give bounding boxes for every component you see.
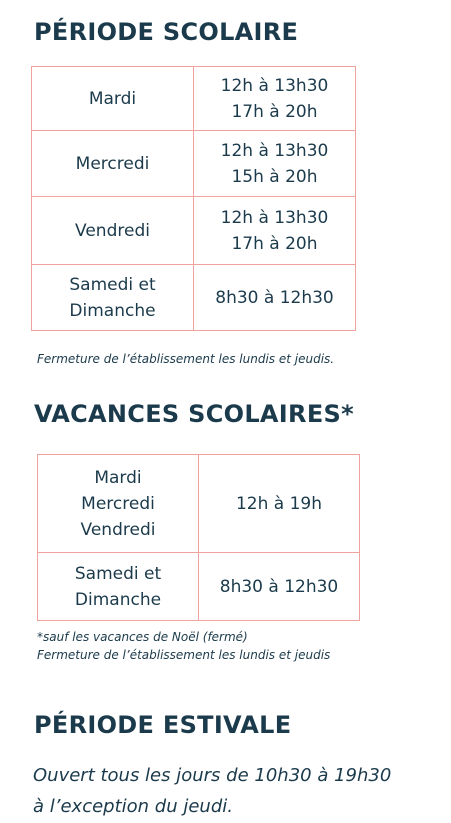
hours-label: 12h à 13h30 <box>220 140 329 161</box>
day-label: Samedi et <box>69 274 156 295</box>
summer-exception-line: à l’exception du jeudi. <box>33 796 233 817</box>
christmas-exception-note: *sauf les vacances de Noël (fermé) <box>37 630 248 644</box>
hours-cell <box>194 67 356 131</box>
school-period-heading: PÉRIODE SCOLAIRE <box>34 18 299 46</box>
school-holidays-heading: VACANCES SCOLAIRES* <box>34 400 354 428</box>
hours-label: 8h30 à 12h30 <box>219 576 339 597</box>
summer-period-heading: PÉRIODE ESTIVALE <box>34 711 292 739</box>
day-label: Mercredi <box>75 153 150 174</box>
summer-period-text <box>33 760 391 822</box>
school-holidays-table <box>37 454 360 621</box>
day-cell <box>38 553 199 621</box>
day-label: Dimanche <box>69 300 156 321</box>
table-row <box>38 553 360 621</box>
day-label: Mardi <box>88 88 137 109</box>
table-row <box>38 455 360 553</box>
day-label: Vendredi <box>75 220 150 241</box>
table-row <box>32 67 356 131</box>
hours-label: 12h à 13h30 <box>220 207 329 228</box>
summer-opening-line: Ouvert tous les jours de 10h30 à 19h30 <box>33 765 392 786</box>
day-cell <box>32 67 194 131</box>
day-label: Mercredi <box>81 493 155 514</box>
table-row <box>32 131 356 197</box>
day-cell <box>32 131 194 197</box>
school-period-table <box>31 66 356 331</box>
hours-cell <box>194 265 356 331</box>
hours-cell <box>194 197 356 265</box>
table-row <box>32 265 356 331</box>
hours-cell <box>199 553 360 621</box>
day-cell <box>32 265 194 331</box>
school-period-closure-note: Fermeture de l’établissement les lundis et jeudis. <box>37 352 335 366</box>
day-cell <box>38 455 199 553</box>
closure-note: Fermeture de l’établissement les lundis et jeudis <box>37 648 331 662</box>
day-label: Dimanche <box>74 589 162 610</box>
hours-cell <box>199 455 360 553</box>
day-label: Mardi <box>94 467 142 488</box>
hours-label: 17h à 20h <box>231 101 318 122</box>
day-label: Samedi et <box>74 563 162 584</box>
hours-label: 15h à 20h <box>231 166 318 187</box>
hours-label: 12h à 19h <box>235 493 323 514</box>
hours-cell <box>194 131 356 197</box>
day-label: Vendredi <box>80 519 156 540</box>
hours-label: 17h à 20h <box>231 233 318 254</box>
day-cell <box>32 197 194 265</box>
hours-label: 12h à 13h30 <box>220 75 329 96</box>
hours-label: 8h30 à 12h30 <box>215 287 334 308</box>
school-holidays-notes <box>37 628 330 664</box>
table-row <box>32 197 356 265</box>
